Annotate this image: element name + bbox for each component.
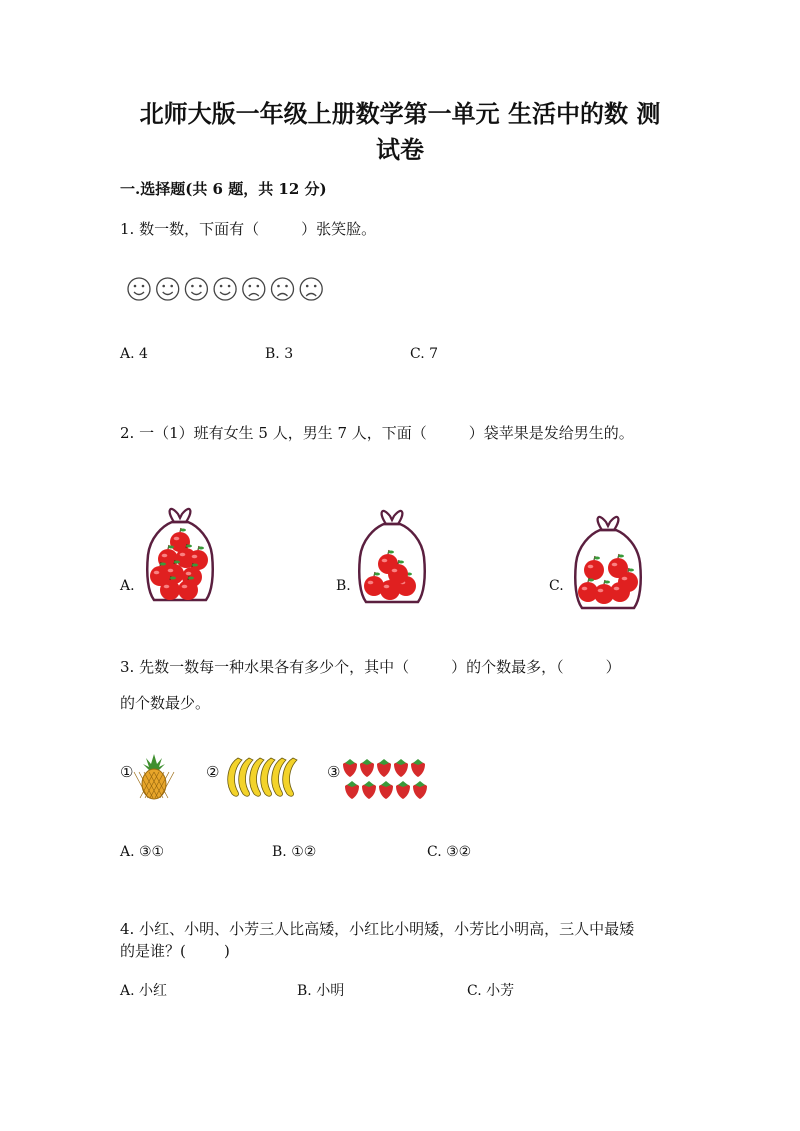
smiley-faces [126,276,336,304]
q1-option-a[interactable]: A. 4 [120,346,148,362]
group-1-marker: ① [120,763,134,781]
question-2-before: 2. 一（1）班有女生 5 人，男生 7 人，下面（ [120,424,427,442]
q1-option-b[interactable]: B. 3 [265,346,294,362]
q2-option-b-label[interactable]: B. [336,578,351,594]
frowny-face-icon [300,278,322,300]
question-1-before: 1. 数一数，下面有（ [120,220,260,238]
smiley-face-icon [128,278,150,300]
smiley-face-icon [214,278,236,300]
group-3-marker: ③ [327,763,341,781]
question-3-after: ） [605,658,621,676]
question-3-mid: ）的个数最多，（ [451,658,564,676]
strawberry-icon [377,759,391,777]
strawberry-icon [411,759,425,777]
q1-option-c[interactable]: C. 7 [410,346,439,362]
question-3-line-1 [120,656,621,678]
q2-option-a-label[interactable]: A. [120,578,135,594]
question-1-after: ）张笑脸。 [301,220,377,238]
strawberry-icon [362,781,376,799]
apple-bag-a[interactable] [140,500,220,610]
apple-icon [584,556,604,580]
pineapple-icon [138,752,170,800]
banana-icons [222,754,302,800]
strawberry-icon [345,781,359,799]
frowny-face-icon [272,278,294,300]
q3-option-a[interactable]: A. ③① [120,844,165,860]
strawberry-icons [342,756,434,800]
q3-option-b[interactable]: B. ①② [272,844,317,860]
strawberry-icon [343,759,357,777]
question-3-before: 3. 先数一数每一种水果各有多少个，其中（ [120,658,410,676]
question-1-text [120,218,376,240]
smiley-face-icon [157,278,179,300]
strawberry-icon [360,759,374,777]
q4-option-c[interactable]: C. 小芳 [467,983,515,999]
bag-tie [382,511,403,524]
group-2-marker: ② [206,763,220,781]
section-heading: 一.选择题(共 6 题，共 12 分) [120,180,327,198]
title-line-2: 试卷 [376,135,424,164]
banana-icon [283,758,297,796]
question-2-text [120,422,634,444]
title-line-1: 北师大版一年级上册数学第一单元 生活中的数 测 [139,99,661,128]
question-4-line-2: 的是谁？( ) [120,942,230,960]
q3-option-c[interactable]: C. ③② [427,844,472,860]
strawberry-icon [394,759,408,777]
bag-tie [170,509,191,522]
strawberry-icon [396,781,410,799]
question-2-after: ）袋苹果是发给男生的。 [468,424,634,442]
page-title [120,96,680,168]
apple-bag-c[interactable] [568,508,648,618]
bag-tie [598,517,619,530]
q4-option-a[interactable]: A. 小红 [120,983,168,999]
q2-option-c-label[interactable]: C. [549,578,564,594]
frowny-face-icon [243,278,265,300]
question-4-line-1: 4. 小红、小明、小芳三人比高矮，小红比小明矮，小芳比小明高，三人中最矮 [120,920,635,938]
smiley-face-icon [185,278,207,300]
pineapple-shape [134,754,174,799]
strawberry-icon [379,781,393,799]
apple-bag-b[interactable] [352,502,432,612]
q4-option-b[interactable]: B. 小明 [297,983,345,999]
strawberry-icon [413,781,427,799]
question-3-line-2: 的个数最少。 [120,694,211,712]
